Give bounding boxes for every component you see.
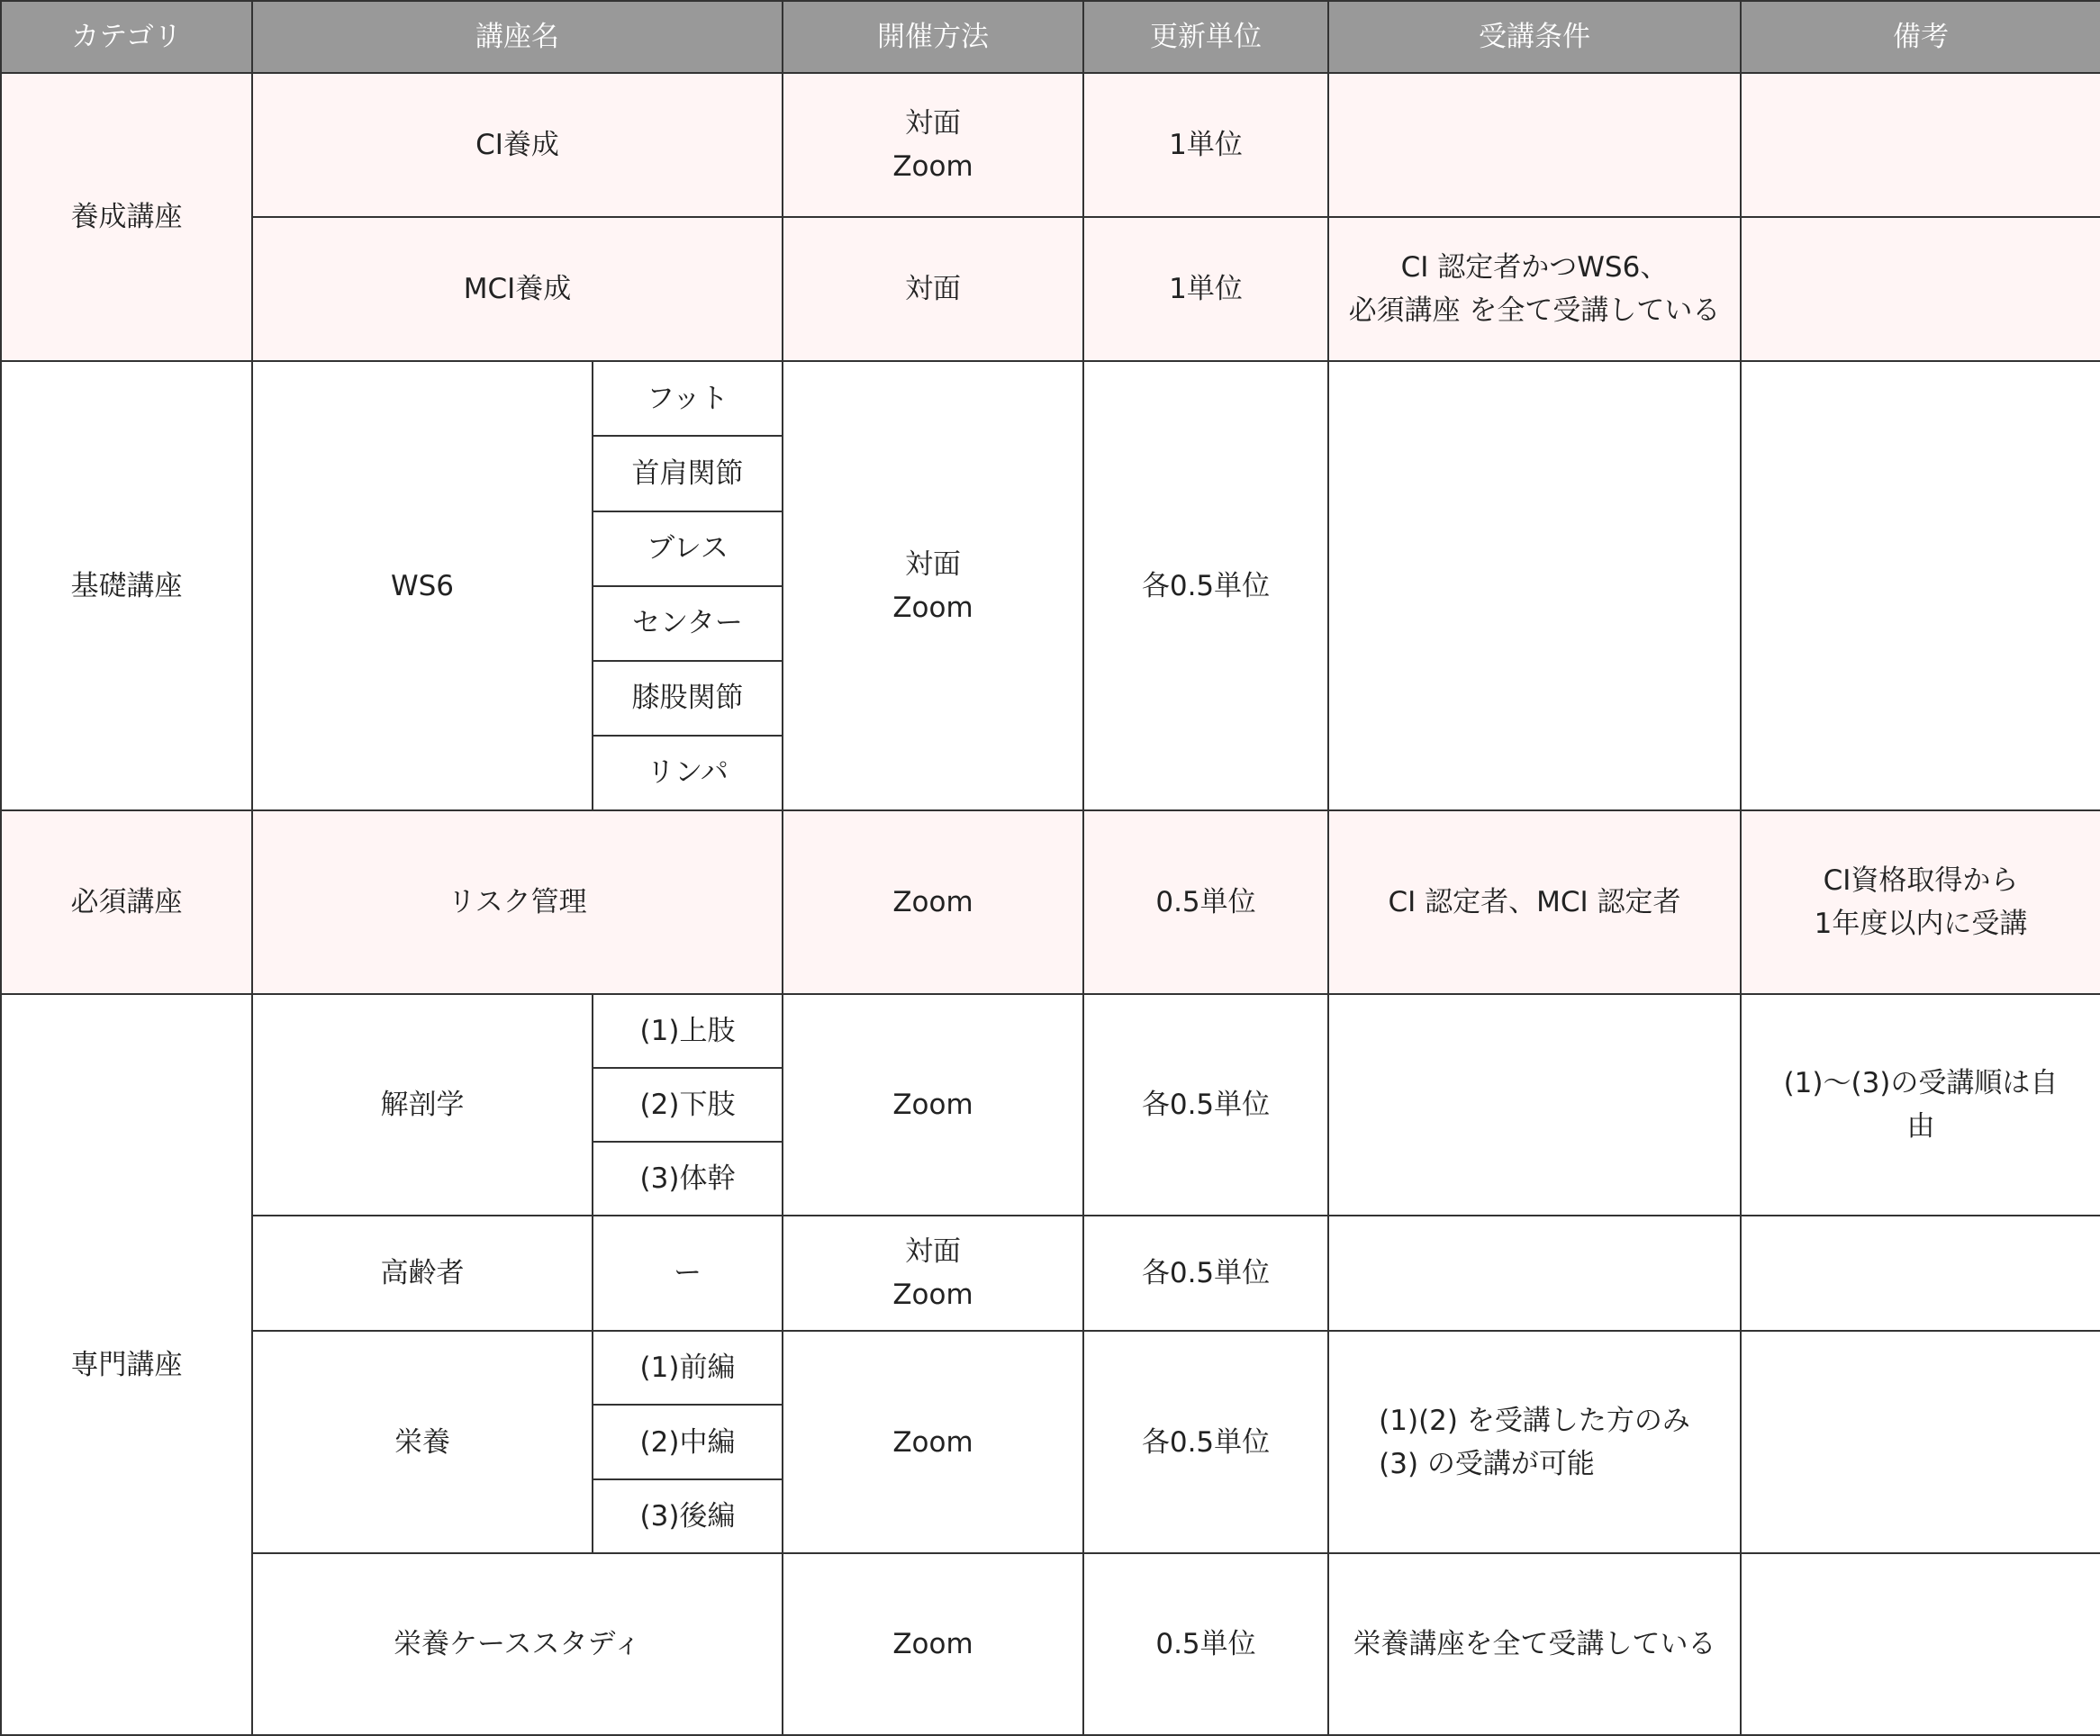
sub-course-cell: (2)下肢 [593,1068,783,1142]
method-cell [783,73,1083,217]
category-cell: 養成講座 [1,73,252,361]
note-cell [1741,994,2100,1216]
category-cell: 必須講座 [1,810,252,994]
method-cell: Zoom [783,994,1083,1216]
course-cell: 解剖学 [252,994,593,1216]
table-row [1,361,2100,436]
header-condition: 受講条件 [1328,1,1741,73]
method-cell [783,1216,1083,1331]
sub-course-cell: 膝股関節 [593,661,783,736]
table-row [1,1216,2100,1331]
sub-course-cell: (3)後編 [593,1479,783,1553]
condition-cell [1328,1331,1741,1552]
note-line: (1)〜(3)の受講順は自 [1783,1067,2059,1100]
units-cell: 各0.5単位 [1083,1331,1328,1552]
table-row [1,1553,2100,1735]
method-line: Zoom [892,591,973,624]
sub-course-cell: ブレス [593,511,783,586]
units-cell: 各0.5単位 [1083,1216,1328,1331]
category-cell: 基礎講座 [1,361,252,809]
sub-course-cell: (3)体幹 [593,1142,783,1216]
units-cell: 各0.5単位 [1083,361,1328,809]
condition-line: (3) の受講が可能 [1379,1447,1595,1480]
method-cell: Zoom [783,810,1083,994]
table-row [1,1331,2100,1405]
course-cell: CI養成 [252,73,783,217]
condition-line: 必須講座 を全て受講している [1348,294,1721,328]
category-cell: 専門講座 [1,994,252,1735]
units-cell: 0.5単位 [1083,1553,1328,1735]
note-line: 由 [1906,1110,1935,1144]
sub-course-cell: ー [593,1216,783,1331]
condition-cell [1328,1216,1741,1331]
header-category: カテゴリ [1,1,252,73]
note-cell [1741,810,2100,994]
sub-course-cell: センター [593,586,783,661]
header-row [1,1,2100,73]
note-cell [1741,361,2100,809]
condition-cell: CI 認定者、MCI 認定者 [1328,810,1741,994]
course-cell: 栄養ケーススタディ [252,1553,783,1735]
condition-line: CI 認定者かつWS6、 [1400,251,1669,285]
method-line: 対面 [905,547,961,581]
condition-block [1379,1399,1690,1486]
header-method: 開催方法 [783,1,1083,73]
units-cell: 1単位 [1083,73,1328,217]
sub-course-cell: (1)上肢 [593,994,783,1068]
sub-course-cell: リンパ [593,736,783,810]
note-cell [1741,1331,2100,1552]
course-cell: リスク管理 [252,810,783,994]
condition-cell [1328,361,1741,809]
course-cell: MCI養成 [252,217,783,361]
condition-cell [1328,73,1741,217]
header-units: 更新単位 [1083,1,1328,73]
method-line: 対面 [905,1235,961,1269]
note-line: 1年度以内に受講 [1814,907,2028,940]
method-cell: Zoom [783,1331,1083,1552]
units-cell: 各0.5単位 [1083,994,1328,1216]
sub-course-cell: (1)前編 [593,1331,783,1405]
units-cell: 1単位 [1083,217,1328,361]
method-line: Zoom [892,1279,973,1312]
note-cell [1741,73,2100,217]
note-cell [1741,1216,2100,1331]
note-line: CI資格取得から [1823,863,2019,897]
table-row [1,217,2100,361]
sub-course-cell: 首肩関節 [593,436,783,511]
note-cell [1741,1553,2100,1735]
condition-cell [1328,217,1741,361]
table-row [1,73,2100,217]
table-row [1,810,2100,994]
table-row [1,994,2100,1068]
course-cell: WS6 [252,361,593,809]
note-cell [1741,217,2100,361]
course-cell: 高齢者 [252,1216,593,1331]
header-course: 講座名 [252,1,783,73]
condition-line: (1)(2) を受講した方のみ [1379,1404,1690,1437]
condition-cell: 栄養講座を全て受講している [1328,1553,1741,1735]
method-cell: 対面 [783,217,1083,361]
course-cell: 栄養 [252,1331,593,1552]
method-line: 対面 [905,107,961,140]
sub-course-cell: フット [593,361,783,436]
method-line: Zoom [892,150,973,184]
condition-cell [1328,994,1741,1216]
units-cell: 0.5単位 [1083,810,1328,994]
sub-course-cell: (2)中編 [593,1405,783,1478]
header-note: 備考 [1741,1,2100,73]
method-cell [783,361,1083,809]
method-cell: Zoom [783,1553,1083,1735]
